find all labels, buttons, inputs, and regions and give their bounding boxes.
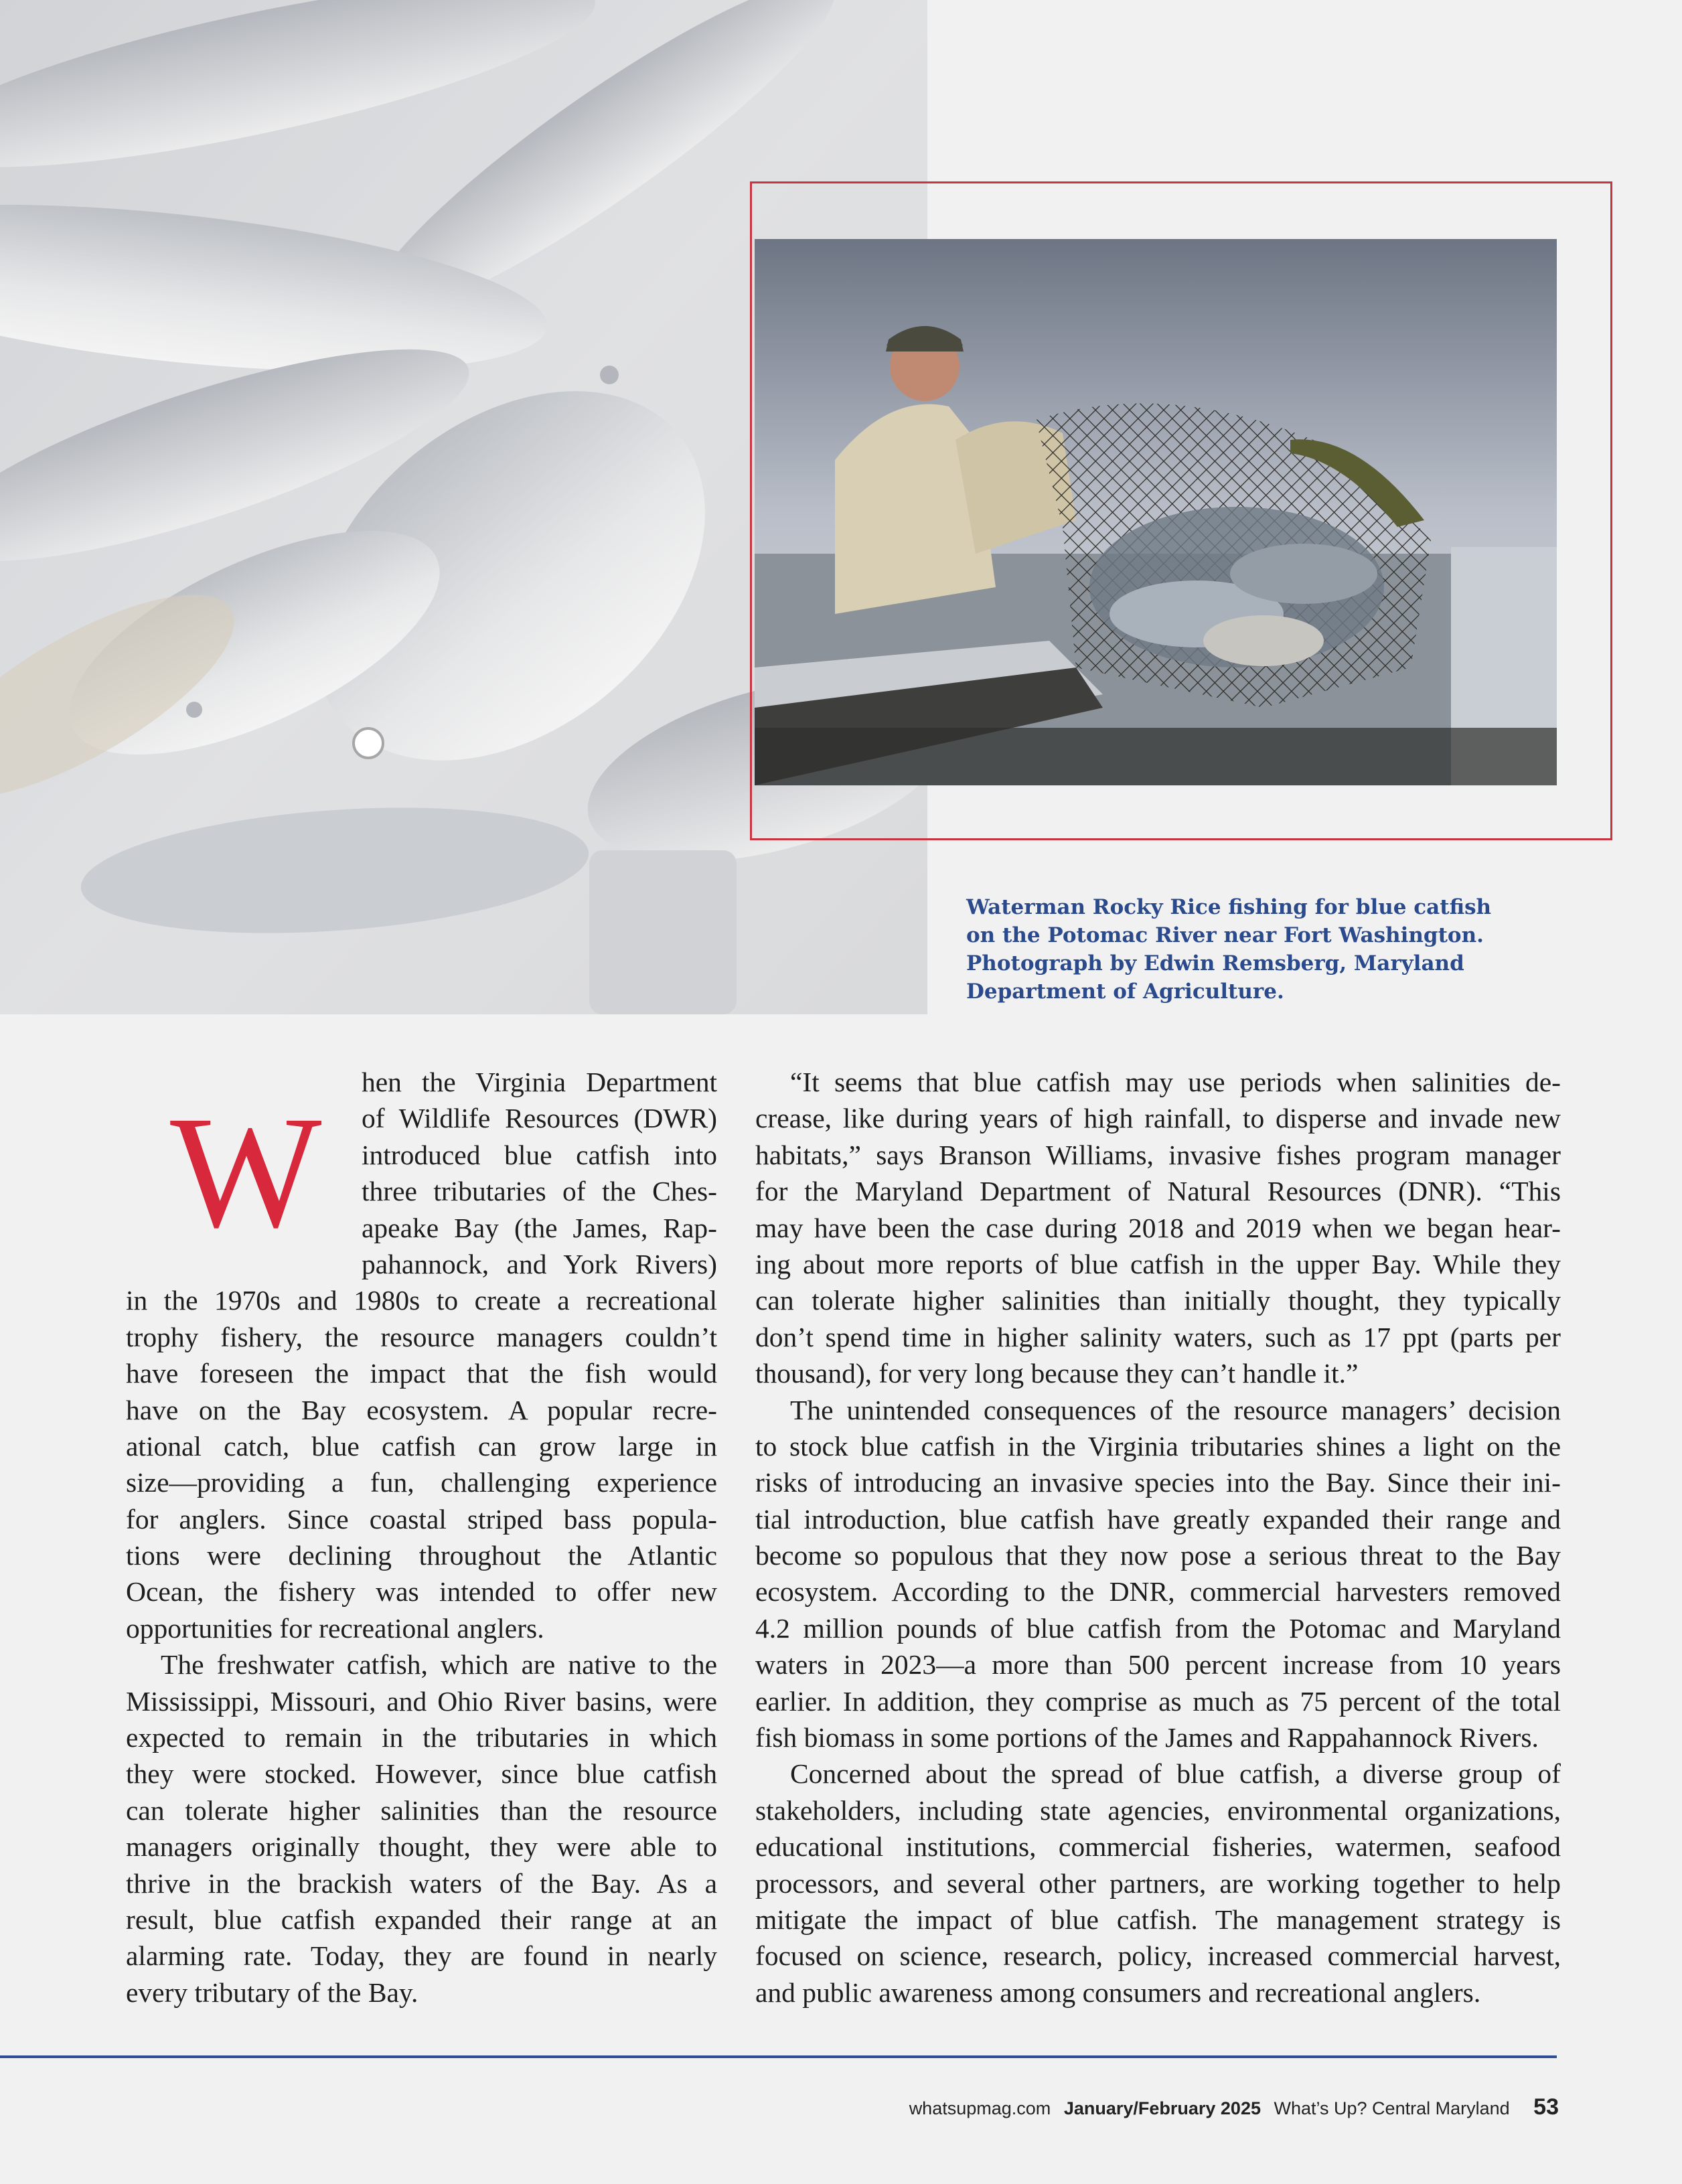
text-line: opportunities for recreational anglers. bbox=[126, 1612, 544, 1644]
text-line: and public awareness among consumers and recreational anglers. bbox=[755, 1976, 1481, 2008]
text-line: of Wildlife Resources (DWR) bbox=[362, 1103, 717, 1134]
text-line: ecosystem. According to the DNR, commercial harvesters removed bbox=[755, 1576, 1561, 1608]
text-line: The unintended consequences of the resource managers’ decision bbox=[790, 1394, 1561, 1425]
article-column-left bbox=[126, 1064, 717, 2011]
text-line: tial introduction, blue catfish have greatly expanded their range and bbox=[755, 1503, 1561, 1535]
text-line: become so populous that they now pose a serious threat to the Bay bbox=[755, 1540, 1561, 1571]
text-line: can tolerate higher salinities than initially thought, they typically bbox=[755, 1285, 1561, 1316]
text-line: they were stocked. However, since blue catfish bbox=[126, 1758, 717, 1790]
drop-cap: W bbox=[170, 1083, 322, 1261]
text-line: ing about more reports of blue catfish in the upper Bay. While they bbox=[755, 1248, 1561, 1279]
text-line: alarming rate. Today, they are found in nearly bbox=[126, 1940, 717, 1972]
text-line: apeake Bay (the James, Rap- bbox=[362, 1212, 717, 1243]
text-line: thousand), for very long because they can’t handle it.” bbox=[755, 1358, 1359, 1389]
text-line: size—providing a fun, challenging experience bbox=[126, 1467, 717, 1498]
text-line: for anglers. Since coastal striped bass popula- bbox=[126, 1503, 717, 1535]
text-line: expected to remain in the tributaries in which bbox=[126, 1722, 717, 1753]
page-number: 53 bbox=[1533, 2094, 1559, 2120]
text-line: The freshwater catfish, which are native to the bbox=[161, 1649, 717, 1681]
caption-line: Department of Agriculture. bbox=[966, 980, 1284, 1004]
footer-magazine-name: What’s Up? Central Maryland bbox=[1274, 2098, 1510, 2118]
page-footer bbox=[909, 2094, 1559, 2120]
text-line: waters in 2023—a more than 500 percent increase from 10 years bbox=[755, 1649, 1561, 1681]
text-line: in the 1970s and 1980s to create a recreational bbox=[126, 1285, 717, 1316]
text-line: stakeholders, including state agencies, environmental organizations, bbox=[755, 1794, 1561, 1826]
text-line: ational catch, blue catfish can grow large in bbox=[126, 1430, 717, 1462]
text-line: hen the Virginia Department bbox=[362, 1067, 717, 1097]
caption-line: Photograph by Edwin Remsberg, Maryland bbox=[966, 951, 1464, 976]
text-line: tions were declining throughout the Atlantic bbox=[126, 1540, 717, 1571]
text-line: thrive in the brackish waters of the Bay. As a bbox=[126, 1867, 717, 1899]
text-line: have on the Bay ecosystem. A popular recre- bbox=[126, 1394, 717, 1425]
text-line: for the Maryland Department of Natural Resources (DNR). “This bbox=[755, 1176, 1561, 1207]
text-line: pahannock, and York Rivers) bbox=[362, 1248, 717, 1279]
caption-line: on the Potomac River near Fort Washington. bbox=[966, 923, 1484, 947]
text-line: 4.2 million pounds of blue catfish from the Potomac and Maryland bbox=[755, 1612, 1561, 1644]
text-line: Ocean, the fishery was intended to offer new bbox=[126, 1576, 717, 1608]
text-line: focused on science, research, policy, increased commercial harvest, bbox=[755, 1940, 1561, 1972]
text-line: “It seems that blue catfish may use periods when salinities de- bbox=[790, 1067, 1561, 1097]
text-line: have foreseen the impact that the fish would bbox=[126, 1358, 717, 1389]
text-line: every tributary of the Bay. bbox=[126, 1976, 418, 2008]
text-line: introduced blue catfish into bbox=[362, 1139, 717, 1170]
article-column-right bbox=[755, 1064, 1561, 2011]
text-line: fish biomass in some portions of the James and Rappahannock Rivers. bbox=[755, 1722, 1539, 1753]
text-line: earlier. In addition, they comprise as much as 75 percent of the total bbox=[755, 1685, 1561, 1717]
text-line: Mississippi, Missouri, and Ohio River basins, were bbox=[126, 1685, 717, 1717]
text-line: habitats,” says Branson Williams, invasive fishes program manager bbox=[755, 1139, 1561, 1170]
photo-caption bbox=[966, 893, 1555, 1006]
footer-rule bbox=[0, 2055, 1557, 2058]
text-line: educational institutions, commercial fisheries, watermen, seafood bbox=[755, 1831, 1561, 1863]
text-line: can tolerate higher salinities than the resource bbox=[126, 1794, 717, 1826]
caption-line: Waterman Rocky Rice fishing for blue catfish bbox=[966, 895, 1492, 919]
text-line: managers originally thought, they were able to bbox=[126, 1831, 717, 1863]
text-line: trophy fishery, the resource managers couldn’t bbox=[126, 1321, 717, 1352]
text-line: crease, like during years of high rainfall, to disperse and invade new bbox=[755, 1103, 1561, 1134]
text-line: result, blue catfish expanded their range at an bbox=[126, 1903, 717, 1935]
text-line: Concerned about the spread of blue catfish, a diverse group of bbox=[790, 1758, 1561, 1790]
waterman-fishing-photo bbox=[755, 239, 1557, 785]
text-line: to stock blue catfish in the Virginia tributaries shines a light on the bbox=[755, 1430, 1561, 1462]
text-line: don’t spend time in higher salinity waters, such as 17 ppt (parts per bbox=[755, 1321, 1561, 1352]
footer-issue-date: January/February 2025 bbox=[1063, 2098, 1261, 2118]
text-line: risks of introducing an invasive species into the Bay. Since their ini- bbox=[755, 1467, 1561, 1498]
footer-site-link[interactable]: whatsupmag.com bbox=[909, 2098, 1051, 2118]
text-line: may have been the case during 2018 and 2019 when we began hear- bbox=[755, 1212, 1561, 1243]
text-line: processors, and several other partners, are working together to help bbox=[755, 1867, 1561, 1899]
text-line: three tributaries of the Ches- bbox=[362, 1176, 717, 1207]
text-line: mitigate the impact of blue catfish. The management strategy is bbox=[755, 1903, 1561, 1935]
